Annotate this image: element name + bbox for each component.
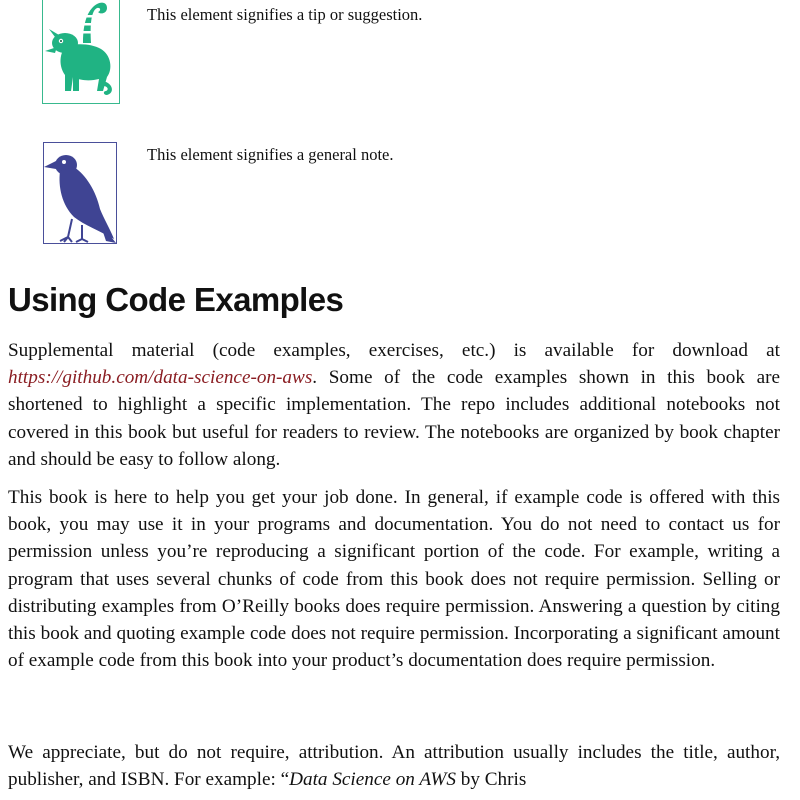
paragraph-text: We appreciate, but do not require, attribution. An attribution usually includes the title, author, publisher, and ISBN. For example: “ xyxy=(8,742,780,791)
crow-icon xyxy=(44,143,116,243)
tip-icon-frame xyxy=(42,0,120,104)
github-link[interactable]: https://github.com/data-science-on-aws xyxy=(8,367,313,389)
ring-tailed-lemur-icon xyxy=(43,0,119,103)
paragraph-text: . Some of the code examples shown in this book are shortened to highlight a specific implementation. The repo includes additional notebooks not covered in this book but useful for readers to review. The notebooks are organized by book chapter and should be easy to follow along. xyxy=(8,367,780,470)
book-title: Data Science on AWS xyxy=(289,769,456,791)
paragraph-permissions: This book is here to help you get your job done. In general, if example code is offered with this book, you may use it in your programs and documentation. You do not need to contact us for permission unless you’re reproducing a significant portion of the code. For example, writing a program that uses several chunks of code from this book does not require permission. Selling or distributing examples from O’Reilly books does require permission. Answering a question by citing this book and quoting example code does not require permission. Incorporating a significant amount of example code from this book into your product’s documentation does require permission. xyxy=(8,487,780,672)
section-heading: Using Code Examples xyxy=(8,281,344,318)
tip-text: This element signifies a tip or suggestion. xyxy=(147,5,423,24)
note-text: This element signifies a general note. xyxy=(147,145,394,164)
paragraph-text: by Chris xyxy=(455,769,527,791)
note-icon-frame xyxy=(43,142,117,244)
paragraph-attribution xyxy=(8,739,780,793)
paragraph-supplemental xyxy=(8,337,780,473)
paragraph-text: Supplemental material (code examples, exercises, etc.) is available for download at xyxy=(8,340,780,361)
